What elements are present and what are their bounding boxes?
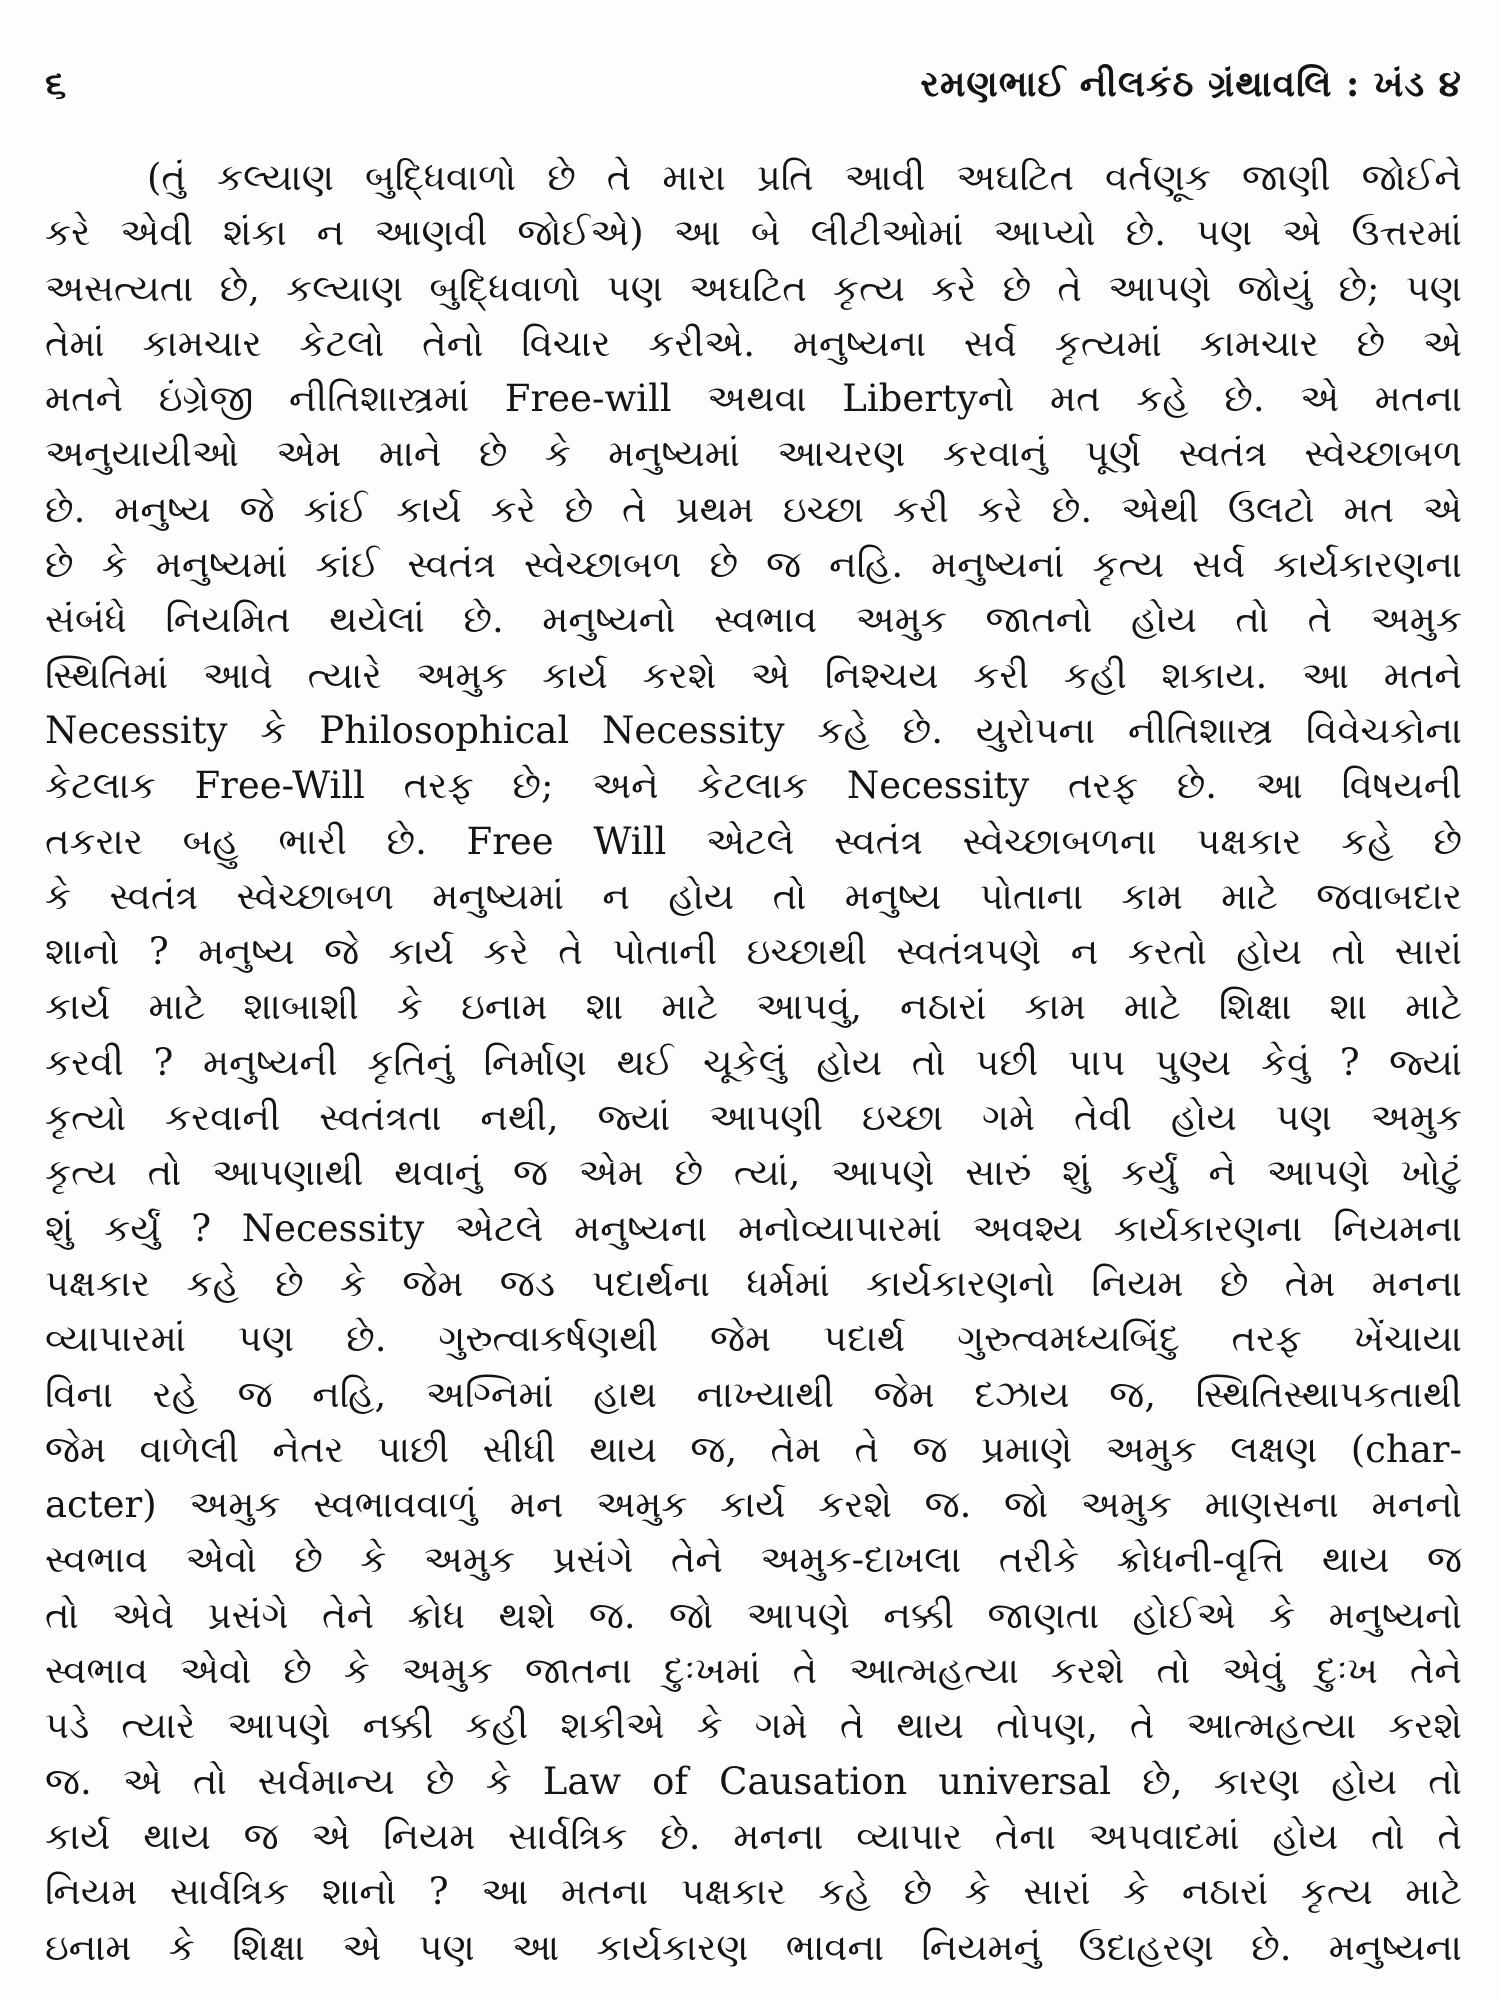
text-line: તેમાં કામચાર કેટલો તેનો વિચાર કરીએ. મનુષ્યના સર્વ કૃત્યમાં કામચાર છે એ <box>45 321 1462 365</box>
text-line: સંબંધે નિયમિત થયેલાં છે. મનુષ્યનો સ્વભાવ અમુક જાતનો હોય તો તે અમુક <box>45 598 1462 642</box>
text-line: તકરાર બહુ ભારી છે. Free Will એટલે સ્વતંત્ર સ્વેચ્છાબળના પક્ષકાર કહે છે <box>45 819 1462 863</box>
text-line: પડે ત્યારે આપણે નક્કી કહી શકીએ કે ગમે તે થાય તોપણ, તે આત્મહત્યા કરશે <box>45 1704 1462 1748</box>
text-line: જ. એ તો સર્વમાન્ય છે કે Law of Causation universal છે, કારણ હોય તો <box>45 1759 1462 1803</box>
text-line: Necessity કે Philosophical Necessity કહે છે. યુરોપના નીતિશાસ્ત્ર વિવેચકોના <box>45 708 1462 752</box>
text-line: પક્ષકાર કહે છે કે જેમ જડ પદાર્થના ધર્મમાં કાર્યકારણનો નિયમ છે તેમ મનના <box>45 1261 1462 1305</box>
text-line: છે કે મનુષ્યમાં કાંઈ સ્વતંત્ર સ્વેચ્છાબળ છે જ નહિ. મનુષ્યનાં કૃત્ય સર્વ કાર્યકારણના <box>45 543 1462 587</box>
text-line: ઇનામ કે શિક્ષા એ પણ આ કાર્યકારણ ભાવના નિયમનું ઉદાહરણ છે. મનુષ્યના <box>45 1925 1462 1969</box>
text-line: કે સ્વતંત્ર સ્વેચ્છાબળ મનુષ્યમાં ન હોય તો મનુષ્ય પોતાના કામ માટે જવાબદાર <box>45 874 1462 918</box>
text-line: સ્વભાવ એવો છે કે અમુક પ્રસંગે તેને અમુક-દાખલા તરીકે ક્રોધની-વૃત્તિ થાય જ <box>45 1538 1462 1582</box>
text-line: સ્વભાવ એવો છે કે અમુક જાતના દુઃખમાં તે આત્મહત્યા કરશે તો એવું દુઃખ તેને <box>45 1649 1462 1693</box>
text-line: કેટલાક Free-Will તરફ છે; અને કેટલાક Necessity તરફ છે. આ વિષયની <box>45 764 1462 808</box>
text-line: વિના રહે જ નહિ, અગ્નિમાં હાથ નાખ્યાથી જેમ દઝાય જ, સ્થિતિસ્થાપકતાથી <box>45 1372 1462 1416</box>
text-line: મતને ઇંગ્રેજી નીતિશાસ્ત્રમાં Free-will અથવા Libertyનો મત કહે છે. એ મતના <box>45 377 1462 421</box>
running-header <box>45 58 1462 110</box>
text-line: નિયમ સાર્વત્રિક શાનો ? આ મતના પક્ષકાર કહે છે કે સારાં કે નઠારાં કૃત્ય માટે <box>45 1870 1462 1914</box>
text-line: કૃત્યો કરવાની સ્વતંત્રતા નથી, જ્યાં આપણી ઇચ્છા ગમે તેવી હોય પણ અમુક <box>45 1096 1462 1140</box>
text-line: વ્યાપારમાં પણ છે. ગુરુત્વાકર્ષણથી જેમ પદાર્થ ગુરુત્વમધ્યબિંદુ તરફ ખેંચાયા <box>45 1317 1462 1361</box>
text-line: જેમ વાળેલી નેતર પાછી સીધી થાય જ, તેમ તે જ પ્રમાણે અમુક લક્ષણ (char- <box>45 1427 1462 1471</box>
text-line: કરવી ? મનુષ્યની કૃતિનું નિર્માણ થઈ ચૂકેલું હોય તો પછી પાપ પુણ્ય કેવું ? જ્યાં <box>45 1040 1462 1084</box>
text-line: કાર્ય માટે શાબાશી કે ઇનામ શા માટે આપવું, નઠારાં કામ માટે શિક્ષા શા માટે <box>45 985 1462 1029</box>
text-line: અનુયાયીઓ એમ માને છે કે મનુષ્યમાં આચરણ કરવાનું પૂર્ણ સ્વતંત્ર સ્વેચ્છાબળ <box>45 432 1462 476</box>
text-line: સ્થિતિમાં આવે ત્યારે અમુક કાર્ય કરશે એ નિશ્ચય કરી કહી શકાય. આ મતને <box>45 653 1462 697</box>
text-line: તો એવે પ્રસંગે તેને ક્રોધ થશે જ. જો આપણે નક્કી જાણતા હોઈએ કે મનુષ્યનો <box>45 1593 1462 1637</box>
running-title: રમણભાઈ નીલકંઠ ગ્રંથાવલિ : ખંડ ૪ <box>920 62 1462 105</box>
text-line: કાર્ય થાય જ એ નિયમ સાર્વત્રિક છે. મનના વ્યાપાર તેના અપવાદમાં હોય તો તે <box>45 1814 1462 1858</box>
text-line: છે. મનુષ્ય જે કાંઈ કાર્ય કરે છે તે પ્રથમ ઇચ્છા કરી કરે છે. એથી ઉલટો મત એ <box>45 487 1462 531</box>
text-line: કરે એવી શંકા ન આણવી જોઈએ) આ બે લીટીઓમાં આપ્યો છે. પણ એ ઉત્તરમાં <box>45 211 1462 255</box>
text-line: શું કર્યું ? Necessity એટલે મનુષ્યના મનોવ્યાપારમાં અવશ્ય કાર્યકારણના નિયમના <box>45 1206 1462 1250</box>
text-line: કૃત્ય તો આપણાથી થવાનું જ એમ છે ત્યાં, આપણે સારું શું કર્યું ને આપણે ખોટું <box>45 1151 1462 1195</box>
text-line: અસત્યતા છે, કલ્યાણ બુદ્ધિવાળો પણ અઘટિત કૃત્ય કરે છે તે આપણે જોયું છે; પણ <box>45 266 1462 310</box>
page-number: ૬ <box>45 61 67 106</box>
body-text <box>45 150 1462 1975</box>
text-line: શાનો ? મનુષ્ય જે કાર્ય કરે તે પોતાની ઇચ્છાથી સ્વતંત્રપણે ન કરતો હોય તો સારાં <box>45 930 1462 974</box>
text-line: (તું કલ્યાણ બુદ્ધિવાળો છે તે મારા પ્રતિ આવી અઘટિત વર્તણૂક જાણી જોઈને <box>147 156 1462 199</box>
text-line: acter) અમુક સ્વભાવવાળું મન અમુક કાર્ય કરશે જ. જો અમુક માણસના મનનો <box>45 1483 1462 1527</box>
